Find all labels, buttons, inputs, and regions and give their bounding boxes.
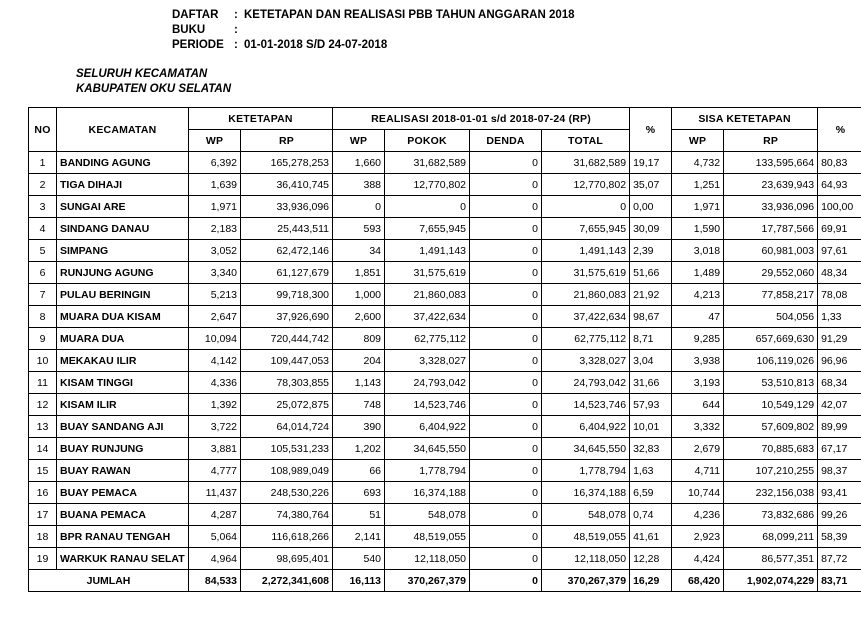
cell-ketetapan-rp: 33,936,096 (241, 196, 333, 218)
col-header-realisasi-wp: WP (333, 130, 385, 152)
cell-kecamatan: WARKUK RANAU SELAT (57, 548, 189, 570)
cell-no: 18 (29, 526, 57, 548)
cell-no: 4 (29, 218, 57, 240)
cell-persen-sisa: 80,83 (818, 152, 861, 174)
table-row (29, 328, 861, 350)
cell-sisa-wp: 3,018 (672, 240, 724, 262)
cell-ketetapan-rp: 64,014,724 (241, 416, 333, 438)
table-row (29, 174, 861, 196)
cell-realisasi-total: 14,523,746 (542, 394, 630, 416)
cell-kecamatan: MUARA DUA (57, 328, 189, 350)
cell-realisasi-pokok: 37,422,634 (385, 306, 470, 328)
cell-realisasi-pokok: 62,775,112 (385, 328, 470, 350)
cell-ketetapan-rp: 720,444,742 (241, 328, 333, 350)
total-cell-persen-sisa: 83,71 (818, 570, 861, 592)
cell-realisasi-total: 3,328,027 (542, 350, 630, 372)
cell-ketetapan-wp: 2,647 (189, 306, 241, 328)
cell-realisasi-pokok: 12,118,050 (385, 548, 470, 570)
cell-realisasi-wp: 693 (333, 482, 385, 504)
cell-persen-realisasi: 8,71 (630, 328, 672, 350)
cell-realisasi-wp: 1,143 (333, 372, 385, 394)
pbb-report-table (28, 107, 861, 592)
cell-realisasi-pokok: 548,078 (385, 504, 470, 526)
total-cell-realisasi-denda: 0 (470, 570, 542, 592)
cell-sisa-wp: 1,971 (672, 196, 724, 218)
cell-realisasi-total: 12,770,802 (542, 174, 630, 196)
cell-realisasi-wp: 1,000 (333, 284, 385, 306)
cell-no: 5 (29, 240, 57, 262)
cell-no: 13 (29, 416, 57, 438)
cell-ketetapan-wp: 5,064 (189, 526, 241, 548)
cell-ketetapan-rp: 78,303,855 (241, 372, 333, 394)
cell-persen-sisa: 42,07 (818, 394, 861, 416)
cell-realisasi-denda: 0 (470, 350, 542, 372)
cell-persen-sisa: 1,33 (818, 306, 861, 328)
cell-kecamatan: BUAY RAWAN (57, 460, 189, 482)
cell-no: 2 (29, 174, 57, 196)
cell-realisasi-wp: 66 (333, 460, 385, 482)
cell-kecamatan: BUANA PEMACA (57, 504, 189, 526)
cell-realisasi-denda: 0 (470, 152, 542, 174)
cell-realisasi-pokok: 1,778,794 (385, 460, 470, 482)
cell-kecamatan: MEKAKAU ILIR (57, 350, 189, 372)
cell-sisa-wp: 1,590 (672, 218, 724, 240)
cell-sisa-rp: 17,787,566 (724, 218, 818, 240)
table-head (29, 108, 861, 152)
cell-kecamatan: TIGA DIHAJI (57, 174, 189, 196)
cell-sisa-wp: 1,489 (672, 262, 724, 284)
table-total-row (29, 570, 861, 592)
cell-persen-sisa: 67,17 (818, 438, 861, 460)
cell-sisa-wp: 10,744 (672, 482, 724, 504)
cell-kecamatan: BPR RANAU TENGAH (57, 526, 189, 548)
cell-no: 15 (29, 460, 57, 482)
cell-persen-sisa: 64,93 (818, 174, 861, 196)
cell-ketetapan-wp: 4,336 (189, 372, 241, 394)
col-header-ketetapan-rp: RP (241, 130, 333, 152)
cell-ketetapan-wp: 3,722 (189, 416, 241, 438)
cell-realisasi-wp: 809 (333, 328, 385, 350)
cell-realisasi-pokok: 31,682,589 (385, 152, 470, 174)
cell-persen-sisa: 99,26 (818, 504, 861, 526)
cell-realisasi-wp: 593 (333, 218, 385, 240)
cell-sisa-rp: 77,858,217 (724, 284, 818, 306)
cell-kecamatan: KISAM TINGGI (57, 372, 189, 394)
cell-persen-realisasi: 2,39 (630, 240, 672, 262)
cell-realisasi-pokok: 14,523,746 (385, 394, 470, 416)
cell-sisa-rp: 232,156,038 (724, 482, 818, 504)
header-line-periode (0, 38, 861, 53)
cell-sisa-rp: 23,639,943 (724, 174, 818, 196)
cell-persen-realisasi: 35,07 (630, 174, 672, 196)
cell-sisa-wp: 4,213 (672, 284, 724, 306)
table-row (29, 394, 861, 416)
table-row (29, 482, 861, 504)
cell-sisa-rp: 53,510,813 (724, 372, 818, 394)
cell-realisasi-wp: 1,851 (333, 262, 385, 284)
cell-kecamatan: SINDANG DANAU (57, 218, 189, 240)
cell-ketetapan-rp: 25,072,875 (241, 394, 333, 416)
table-row (29, 460, 861, 482)
cell-realisasi-denda: 0 (470, 328, 542, 350)
cell-realisasi-denda: 0 (470, 394, 542, 416)
col-header-persen-sisa: % (818, 108, 861, 152)
cell-realisasi-denda: 0 (470, 548, 542, 570)
report-header (0, 0, 861, 53)
cell-realisasi-pokok: 3,328,027 (385, 350, 470, 372)
cell-persen-realisasi: 98,67 (630, 306, 672, 328)
cell-ketetapan-wp: 5,213 (189, 284, 241, 306)
cell-ketetapan-rp: 116,618,266 (241, 526, 333, 548)
cell-kecamatan: PULAU BERINGIN (57, 284, 189, 306)
cell-sisa-rp: 504,056 (724, 306, 818, 328)
cell-kecamatan: BUAY RUNJUNG (57, 438, 189, 460)
cell-realisasi-wp: 2,600 (333, 306, 385, 328)
cell-persen-sisa: 78,08 (818, 284, 861, 306)
col-header-realisasi-denda: DENDA (470, 130, 542, 152)
scope-kabupaten: KABUPATEN OKU SELATAN (76, 83, 232, 95)
cell-realisasi-total: 6,404,922 (542, 416, 630, 438)
cell-kecamatan: SIMPANG (57, 240, 189, 262)
total-cell-realisasi-total: 370,267,379 (542, 570, 630, 592)
cell-no: 7 (29, 284, 57, 306)
table-row (29, 504, 861, 526)
header-label-periode: PERIODE (172, 39, 224, 51)
cell-persen-sisa: 96,96 (818, 350, 861, 372)
cell-realisasi-wp: 540 (333, 548, 385, 570)
cell-persen-sisa: 97,61 (818, 240, 861, 262)
cell-ketetapan-rp: 62,472,146 (241, 240, 333, 262)
cell-realisasi-total: 16,374,188 (542, 482, 630, 504)
header-colon-periode: : (234, 39, 238, 51)
cell-persen-sisa: 98,37 (818, 460, 861, 482)
cell-realisasi-total: 0 (542, 196, 630, 218)
table-row (29, 372, 861, 394)
cell-sisa-rp: 657,669,630 (724, 328, 818, 350)
cell-no: 12 (29, 394, 57, 416)
cell-realisasi-pokok: 16,374,188 (385, 482, 470, 504)
cell-no: 19 (29, 548, 57, 570)
cell-sisa-rp: 107,210,255 (724, 460, 818, 482)
col-header-kecamatan: KECAMATAN (57, 108, 189, 152)
cell-sisa-rp: 33,936,096 (724, 196, 818, 218)
header-line-daftar (0, 8, 861, 23)
cell-ketetapan-wp: 4,287 (189, 504, 241, 526)
cell-sisa-wp: 1,251 (672, 174, 724, 196)
cell-no: 9 (29, 328, 57, 350)
col-header-ketetapan: KETETAPAN (189, 108, 333, 130)
cell-ketetapan-wp: 3,340 (189, 262, 241, 284)
table-row (29, 218, 861, 240)
table-row (29, 548, 861, 570)
col-header-realisasi-pokok: POKOK (385, 130, 470, 152)
header-label-daftar: DAFTAR (172, 9, 219, 21)
cell-sisa-wp: 4,236 (672, 504, 724, 526)
cell-realisasi-total: 548,078 (542, 504, 630, 526)
cell-realisasi-total: 37,422,634 (542, 306, 630, 328)
cell-ketetapan-wp: 6,392 (189, 152, 241, 174)
cell-ketetapan-rp: 99,718,300 (241, 284, 333, 306)
cell-realisasi-denda: 0 (470, 218, 542, 240)
table-body (29, 152, 861, 592)
header-row-groups (29, 108, 861, 130)
cell-no: 1 (29, 152, 57, 174)
report-scope (76, 67, 861, 97)
cell-ketetapan-rp: 25,443,511 (241, 218, 333, 240)
cell-kecamatan: BANDING AGUNG (57, 152, 189, 174)
total-cell-sisa-rp: 1,902,074,229 (724, 570, 818, 592)
cell-realisasi-denda: 0 (470, 482, 542, 504)
cell-realisasi-pokok: 1,491,143 (385, 240, 470, 262)
table-row (29, 284, 861, 306)
cell-realisasi-total: 12,118,050 (542, 548, 630, 570)
cell-total-label: JUMLAH (29, 570, 189, 592)
table-row (29, 240, 861, 262)
cell-realisasi-pokok: 7,655,945 (385, 218, 470, 240)
col-header-sisa-rp: RP (724, 130, 818, 152)
cell-realisasi-wp: 1,660 (333, 152, 385, 174)
cell-realisasi-pokok: 12,770,802 (385, 174, 470, 196)
scope-kecamatan: SELURUH KECAMATAN (76, 68, 208, 80)
header-line-buku (0, 23, 861, 38)
cell-sisa-rp: 106,119,026 (724, 350, 818, 372)
cell-sisa-rp: 57,609,802 (724, 416, 818, 438)
cell-realisasi-wp: 51 (333, 504, 385, 526)
total-cell-ketetapan-wp: 84,533 (189, 570, 241, 592)
cell-realisasi-denda: 0 (470, 416, 542, 438)
cell-realisasi-total: 7,655,945 (542, 218, 630, 240)
cell-sisa-rp: 73,832,686 (724, 504, 818, 526)
cell-realisasi-total: 31,682,589 (542, 152, 630, 174)
cell-realisasi-pokok: 21,860,083 (385, 284, 470, 306)
cell-realisasi-denda: 0 (470, 174, 542, 196)
cell-realisasi-pokok: 31,575,619 (385, 262, 470, 284)
cell-sisa-rp: 60,981,003 (724, 240, 818, 262)
cell-sisa-rp: 68,099,211 (724, 526, 818, 548)
cell-realisasi-pokok: 6,404,922 (385, 416, 470, 438)
cell-ketetapan-rp: 105,531,233 (241, 438, 333, 460)
cell-sisa-wp: 4,711 (672, 460, 724, 482)
header-value-periode: 01-01-2018 S/D 24-07-2018 (244, 39, 388, 51)
cell-realisasi-total: 31,575,619 (542, 262, 630, 284)
cell-realisasi-pokok: 34,645,550 (385, 438, 470, 460)
cell-realisasi-total: 1,491,143 (542, 240, 630, 262)
cell-kecamatan: SUNGAI ARE (57, 196, 189, 218)
header-value-daftar: KETETAPAN DAN REALISASI PBB TAHUN ANGGARAN 2018 (244, 9, 575, 21)
cell-realisasi-wp: 34 (333, 240, 385, 262)
col-header-ketetapan-wp: WP (189, 130, 241, 152)
cell-realisasi-total: 34,645,550 (542, 438, 630, 460)
table-row (29, 152, 861, 174)
cell-realisasi-total: 62,775,112 (542, 328, 630, 350)
cell-ketetapan-rp: 248,530,226 (241, 482, 333, 504)
cell-kecamatan: BUAY SANDANG AJI (57, 416, 189, 438)
total-cell-realisasi-pokok: 370,267,379 (385, 570, 470, 592)
cell-persen-realisasi: 10,01 (630, 416, 672, 438)
table-row (29, 306, 861, 328)
cell-ketetapan-wp: 4,964 (189, 548, 241, 570)
total-cell-realisasi-wp: 16,113 (333, 570, 385, 592)
cell-no: 3 (29, 196, 57, 218)
cell-sisa-wp: 4,732 (672, 152, 724, 174)
cell-persen-sisa: 100,00 (818, 196, 861, 218)
cell-realisasi-denda: 0 (470, 196, 542, 218)
cell-sisa-wp: 644 (672, 394, 724, 416)
col-header-realisasi-total: TOTAL (542, 130, 630, 152)
cell-persen-sisa: 69,91 (818, 218, 861, 240)
cell-kecamatan: MUARA DUA KISAM (57, 306, 189, 328)
cell-realisasi-denda: 0 (470, 526, 542, 548)
total-cell-persen-realisasi: 16,29 (630, 570, 672, 592)
cell-no: 6 (29, 262, 57, 284)
cell-persen-sisa: 91,29 (818, 328, 861, 350)
cell-persen-sisa: 93,41 (818, 482, 861, 504)
cell-ketetapan-wp: 10,094 (189, 328, 241, 350)
table-row (29, 526, 861, 548)
cell-persen-realisasi: 12,28 (630, 548, 672, 570)
total-cell-sisa-wp: 68,420 (672, 570, 724, 592)
cell-ketetapan-wp: 11,437 (189, 482, 241, 504)
col-header-persen-realisasi: % (630, 108, 672, 152)
cell-ketetapan-wp: 4,142 (189, 350, 241, 372)
cell-persen-sisa: 58,39 (818, 526, 861, 548)
cell-realisasi-total: 24,793,042 (542, 372, 630, 394)
cell-ketetapan-rp: 165,278,253 (241, 152, 333, 174)
cell-sisa-rp: 133,595,664 (724, 152, 818, 174)
cell-no: 10 (29, 350, 57, 372)
header-colon-buku: : (234, 24, 238, 36)
cell-sisa-wp: 2,923 (672, 526, 724, 548)
cell-ketetapan-rp: 37,926,690 (241, 306, 333, 328)
cell-persen-realisasi: 1,63 (630, 460, 672, 482)
cell-realisasi-denda: 0 (470, 460, 542, 482)
cell-realisasi-pokok: 0 (385, 196, 470, 218)
cell-ketetapan-rp: 61,127,679 (241, 262, 333, 284)
total-cell-ketetapan-rp: 2,272,341,608 (241, 570, 333, 592)
cell-ketetapan-wp: 1,639 (189, 174, 241, 196)
cell-no: 14 (29, 438, 57, 460)
col-header-realisasi: REALISASI 2018-01-01 s/d 2018-07-24 (RP) (333, 108, 630, 130)
cell-realisasi-wp: 388 (333, 174, 385, 196)
cell-realisasi-denda: 0 (470, 372, 542, 394)
cell-ketetapan-rp: 74,380,764 (241, 504, 333, 526)
table-row (29, 196, 861, 218)
cell-realisasi-denda: 0 (470, 504, 542, 526)
table-row (29, 416, 861, 438)
cell-realisasi-total: 48,519,055 (542, 526, 630, 548)
cell-sisa-rp: 70,885,683 (724, 438, 818, 460)
cell-sisa-wp: 3,332 (672, 416, 724, 438)
cell-persen-realisasi: 21,92 (630, 284, 672, 306)
cell-realisasi-wp: 204 (333, 350, 385, 372)
col-header-sisa-ketetapan: SISA KETETAPAN (672, 108, 818, 130)
cell-persen-realisasi: 0,74 (630, 504, 672, 526)
report-table-wrapper (0, 107, 861, 592)
header-colon-daftar: : (234, 9, 238, 21)
cell-ketetapan-rp: 98,695,401 (241, 548, 333, 570)
cell-persen-realisasi: 0,00 (630, 196, 672, 218)
cell-realisasi-denda: 0 (470, 306, 542, 328)
cell-persen-realisasi: 6,59 (630, 482, 672, 504)
cell-sisa-wp: 2,679 (672, 438, 724, 460)
header-label-buku: BUKU (172, 24, 206, 36)
cell-realisasi-wp: 748 (333, 394, 385, 416)
cell-sisa-wp: 4,424 (672, 548, 724, 570)
cell-realisasi-denda: 0 (470, 240, 542, 262)
cell-persen-realisasi: 30,09 (630, 218, 672, 240)
table-row (29, 438, 861, 460)
cell-ketetapan-wp: 3,881 (189, 438, 241, 460)
cell-no: 11 (29, 372, 57, 394)
cell-persen-sisa: 48,34 (818, 262, 861, 284)
cell-sisa-wp: 3,193 (672, 372, 724, 394)
cell-kecamatan: BUAY PEMACA (57, 482, 189, 504)
cell-realisasi-denda: 0 (470, 284, 542, 306)
cell-realisasi-pokok: 24,793,042 (385, 372, 470, 394)
cell-realisasi-wp: 2,141 (333, 526, 385, 548)
cell-realisasi-denda: 0 (470, 262, 542, 284)
cell-persen-sisa: 87,72 (818, 548, 861, 570)
cell-ketetapan-wp: 2,183 (189, 218, 241, 240)
cell-persen-sisa: 68,34 (818, 372, 861, 394)
cell-no: 17 (29, 504, 57, 526)
cell-persen-realisasi: 3,04 (630, 350, 672, 372)
cell-sisa-rp: 10,549,129 (724, 394, 818, 416)
cell-realisasi-pokok: 48,519,055 (385, 526, 470, 548)
cell-no: 8 (29, 306, 57, 328)
cell-persen-realisasi: 57,93 (630, 394, 672, 416)
cell-ketetapan-rp: 36,410,745 (241, 174, 333, 196)
cell-realisasi-total: 21,860,083 (542, 284, 630, 306)
cell-sisa-rp: 29,552,060 (724, 262, 818, 284)
cell-sisa-rp: 86,577,351 (724, 548, 818, 570)
table-row (29, 262, 861, 284)
cell-ketetapan-wp: 3,052 (189, 240, 241, 262)
cell-persen-sisa: 89,99 (818, 416, 861, 438)
cell-persen-realisasi: 32,83 (630, 438, 672, 460)
cell-ketetapan-wp: 1,971 (189, 196, 241, 218)
cell-persen-realisasi: 41,61 (630, 526, 672, 548)
cell-persen-realisasi: 51,66 (630, 262, 672, 284)
cell-no: 16 (29, 482, 57, 504)
cell-ketetapan-wp: 4,777 (189, 460, 241, 482)
cell-persen-realisasi: 19,17 (630, 152, 672, 174)
cell-realisasi-total: 1,778,794 (542, 460, 630, 482)
cell-realisasi-wp: 0 (333, 196, 385, 218)
col-header-no: NO (29, 108, 57, 152)
cell-realisasi-denda: 0 (470, 438, 542, 460)
cell-ketetapan-rp: 108,989,049 (241, 460, 333, 482)
cell-ketetapan-rp: 109,447,053 (241, 350, 333, 372)
cell-sisa-wp: 9,285 (672, 328, 724, 350)
col-header-sisa-wp: WP (672, 130, 724, 152)
cell-kecamatan: RUNJUNG AGUNG (57, 262, 189, 284)
cell-ketetapan-wp: 1,392 (189, 394, 241, 416)
cell-sisa-wp: 3,938 (672, 350, 724, 372)
table-row (29, 350, 861, 372)
cell-realisasi-wp: 390 (333, 416, 385, 438)
cell-realisasi-wp: 1,202 (333, 438, 385, 460)
cell-kecamatan: KISAM ILIR (57, 394, 189, 416)
cell-persen-realisasi: 31,66 (630, 372, 672, 394)
cell-sisa-wp: 47 (672, 306, 724, 328)
